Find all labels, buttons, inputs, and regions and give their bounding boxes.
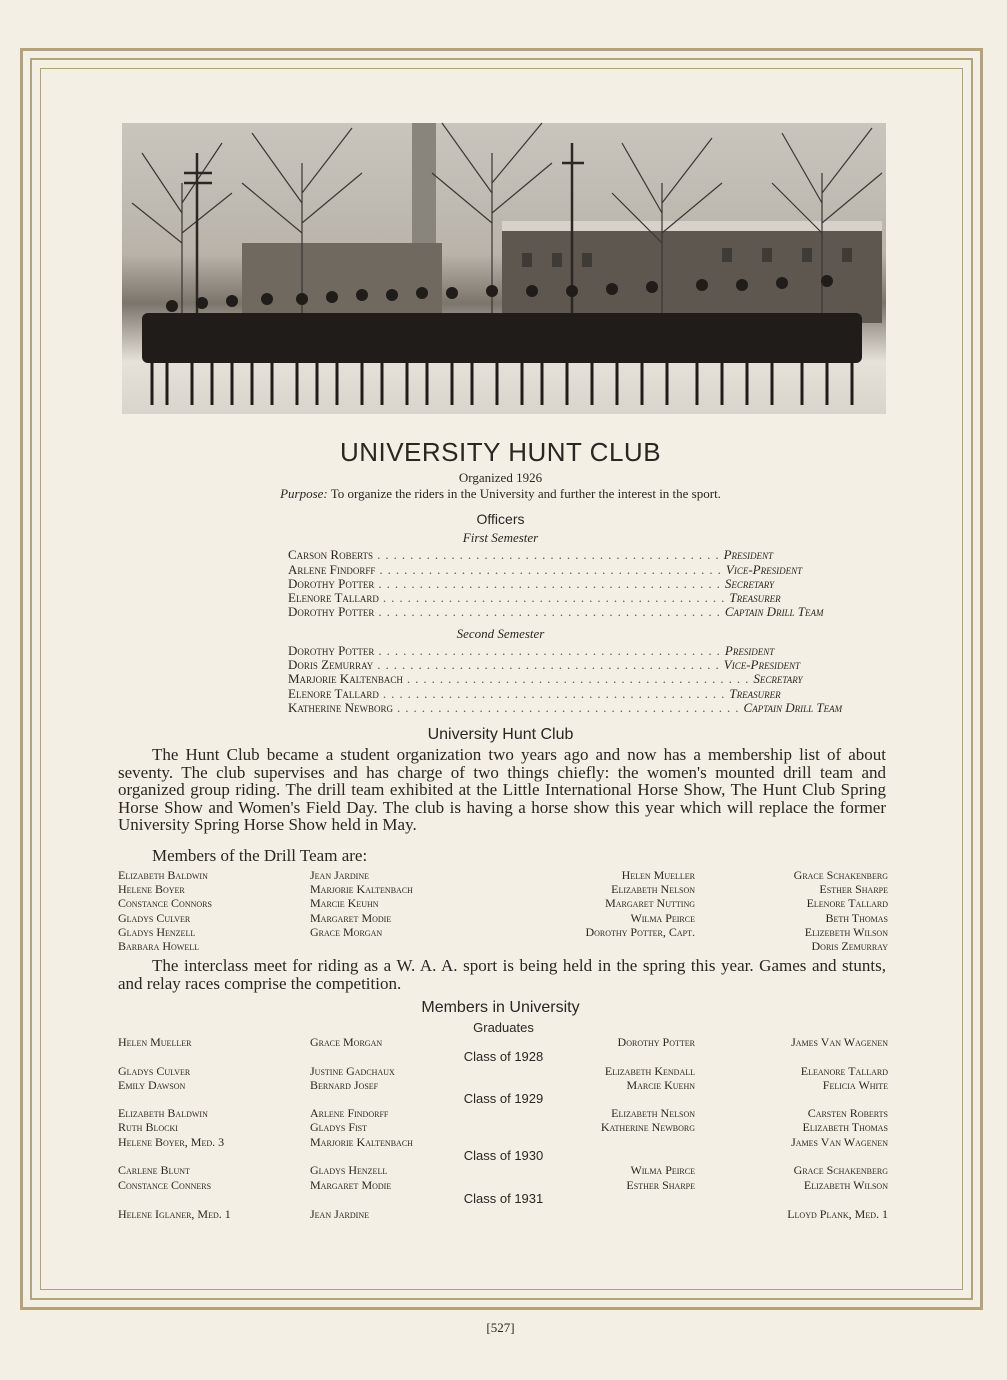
page-title: UNIVERSITY HUNT CLUB <box>339 437 662 467</box>
member-name: Helen Mueller <box>118 1035 192 1049</box>
drill-team-column <box>310 868 413 939</box>
officer-role: Treasurer <box>729 686 781 701</box>
member-name: Wilma Peirce <box>630 910 695 925</box>
officer-row <box>288 700 843 715</box>
member-name: Marjorie Kaltenbach <box>310 882 413 897</box>
officer-name: Doris Zemurray <box>288 657 374 672</box>
purpose-text: To organize the riders in the University and further the interest in the sport. <box>330 486 721 501</box>
member-name: Gladys Culver <box>118 910 191 925</box>
member-name: Margaret Modie <box>310 1178 392 1192</box>
drill-team-column <box>520 868 695 939</box>
member-name: Elizebeth Wilson <box>804 924 888 939</box>
member-name: Elizabeth Kendall <box>604 1064 695 1078</box>
member-name: Elizabeth Wilson <box>803 1178 888 1192</box>
drill-team-column <box>720 868 888 953</box>
member-name: Grace Morgan <box>310 1035 383 1049</box>
member-name: Katherine Newborg <box>600 1120 695 1134</box>
member-name: Jean Jardine <box>310 868 369 882</box>
member-name: Justine Gadchaux <box>310 1064 395 1078</box>
officer-row <box>288 657 800 672</box>
club-heading: University Hunt Club <box>427 726 574 743</box>
member-name: Esther Sharpe <box>819 882 888 897</box>
member-name: Elenore Tallard <box>806 896 888 911</box>
drill-team-column <box>118 868 212 953</box>
member-name: Esther Sharpe <box>626 1178 695 1192</box>
officer-row <box>288 590 781 605</box>
member-name: Dorothy Potter <box>617 1035 695 1049</box>
leader-dots: .......................................... <box>382 686 730 701</box>
member-name: Beth Thomas <box>825 910 888 925</box>
officer-row <box>288 686 781 701</box>
leader-dots: .......................................... <box>406 671 754 686</box>
second-semester-label: Second Semester <box>456 626 545 641</box>
leader-dots: .......................................... <box>377 657 724 672</box>
leader-dots: .......................................... <box>378 643 725 658</box>
member-name: Lloyd Plank, Med. 1 <box>787 1207 888 1221</box>
member-name: Gladys Fist <box>310 1120 368 1134</box>
group-label: Graduates <box>473 1020 534 1035</box>
leader-dots: .......................................... <box>397 700 744 715</box>
officer-role: President <box>723 547 774 562</box>
member-name: Marcie Kuehn <box>626 1078 695 1092</box>
member-name: Elizabeth Baldwin <box>118 868 208 882</box>
member-name: Emily Dawson <box>118 1078 186 1092</box>
officer-role: Vice-President <box>725 562 803 577</box>
member-name: Helene Iglaner, Med. 1 <box>118 1207 231 1221</box>
hunt-club-photograph <box>122 123 886 414</box>
officer-role: Secretary <box>724 576 775 591</box>
member-name: Marcie Keuhn <box>310 896 379 911</box>
officers-heading: Officers <box>476 511 525 527</box>
officer-role: Vice-President <box>723 657 800 672</box>
officer-name: Dorothy Potter <box>288 576 375 591</box>
officer-role: Treasurer <box>729 590 781 605</box>
leader-dots: .......................................... <box>379 562 726 577</box>
leader-dots: .......................................... <box>378 576 725 591</box>
member-name: Elizabeth Nelson <box>611 882 695 897</box>
officer-name: Marjorie Kaltenbach <box>288 671 403 686</box>
member-name: Wilma Peirce <box>630 1163 695 1177</box>
member-name: Doris Zemurray <box>811 939 888 954</box>
leader-dots: .......................................... <box>382 590 730 605</box>
purpose-line <box>0 486 1001 502</box>
officer-row <box>288 562 803 577</box>
group-label: Class of 1931 <box>463 1191 544 1206</box>
member-name: Gladys Culver <box>118 1064 191 1078</box>
member-name: Bernard Josef <box>310 1078 379 1092</box>
member-name: James Van Wagenen <box>791 1135 888 1149</box>
member-name: Grace Morgan <box>310 924 383 939</box>
officer-row <box>288 671 803 686</box>
officer-row <box>288 576 775 591</box>
member-name: Carlene Blunt <box>118 1163 190 1177</box>
member-name: Dorothy Potter, Capt. <box>585 924 695 939</box>
member-name: Arlene Findorff <box>310 1106 389 1120</box>
members-heading: Members in University <box>421 999 580 1016</box>
drill-team-heading: Members of the Drill Team are: <box>152 846 368 865</box>
leader-dots: .......................................... <box>378 604 725 619</box>
purpose-label: Purpose: <box>280 486 328 501</box>
leader-dots: .......................................... <box>377 547 724 562</box>
member-name: Jean Jardine <box>310 1207 369 1221</box>
group-label: Class of 1928 <box>463 1049 544 1064</box>
member-name: Margaret Nutting <box>605 896 695 911</box>
officer-role: Secretary <box>753 671 803 686</box>
officer-name: Arlene Findorff <box>288 562 376 577</box>
member-name: Gladys Henzell <box>310 1163 388 1177</box>
officer-name: Elenore Tallard <box>288 590 379 605</box>
page-number: [527] <box>486 1320 515 1335</box>
member-name: Felicia White <box>822 1078 888 1092</box>
member-name: Constance Conners <box>118 1178 212 1192</box>
officer-role: President <box>724 643 775 658</box>
member-name: Helene Boyer, Med. 3 <box>118 1135 225 1149</box>
member-name: Carsten Roberts <box>807 1106 888 1120</box>
interclass-paragraph: The interclass meet for riding as a W. A. A. sport is being held in the spring this year. Games and stunts, and relay races comprise the competition. <box>118 956 886 993</box>
officer-row <box>288 547 774 562</box>
officer-row <box>288 643 775 658</box>
group-label: Class of 1930 <box>463 1148 544 1163</box>
member-name: Elizabeth Nelson <box>611 1106 695 1120</box>
description-paragraph: The Hunt Club became a student organization two years ago and now has a membership list of about seventy. The club supervises and has charge of two things chiefly: the women's mounted drill team and organized group riding. The drill team exhibited at the Little International Horse Show, The Hunt Club Spring Horse Show and Women's Field Day. The club is having a horse show this year which will replace the former University Spring Horse Show held in May. <box>118 745 886 834</box>
member-name: Marjorie Kaltenbach <box>310 1135 413 1149</box>
officer-role: Captain Drill Team <box>743 700 843 715</box>
officer-name: Elenore Tallard <box>288 686 379 701</box>
member-name: Grace Schakenberg <box>793 1163 888 1177</box>
member-name: Ruth Blocki <box>118 1120 178 1134</box>
officer-name: Dorothy Potter <box>288 643 375 658</box>
member-name: Elizabeth Thomas <box>802 1120 888 1134</box>
organized-line: Organized 1926 <box>458 470 543 485</box>
officer-name: Dorothy Potter <box>288 604 375 619</box>
officer-name: Katherine Newborg <box>288 700 394 715</box>
member-name: Constance Connors <box>118 896 212 911</box>
member-name: Helen Mueller <box>621 868 695 882</box>
officer-role: Captain Drill Team <box>724 604 824 619</box>
member-name: Elizabeth Baldwin <box>118 1106 208 1120</box>
member-name: Gladys Henzell <box>118 924 196 939</box>
member-name: Barbara Howell <box>118 939 199 954</box>
officer-name: Carson Roberts <box>288 547 374 562</box>
first-semester-label: First Semester <box>462 530 539 545</box>
group-label: Class of 1929 <box>463 1091 544 1106</box>
member-name: Margaret Modie <box>310 910 392 925</box>
officer-row <box>288 604 824 619</box>
member-name: Eleanore Tallard <box>800 1064 888 1078</box>
member-name: Grace Schakenberg <box>793 868 888 882</box>
member-name: James Van Wagenen <box>791 1035 888 1049</box>
member-name: Helene Boyer <box>118 882 185 897</box>
